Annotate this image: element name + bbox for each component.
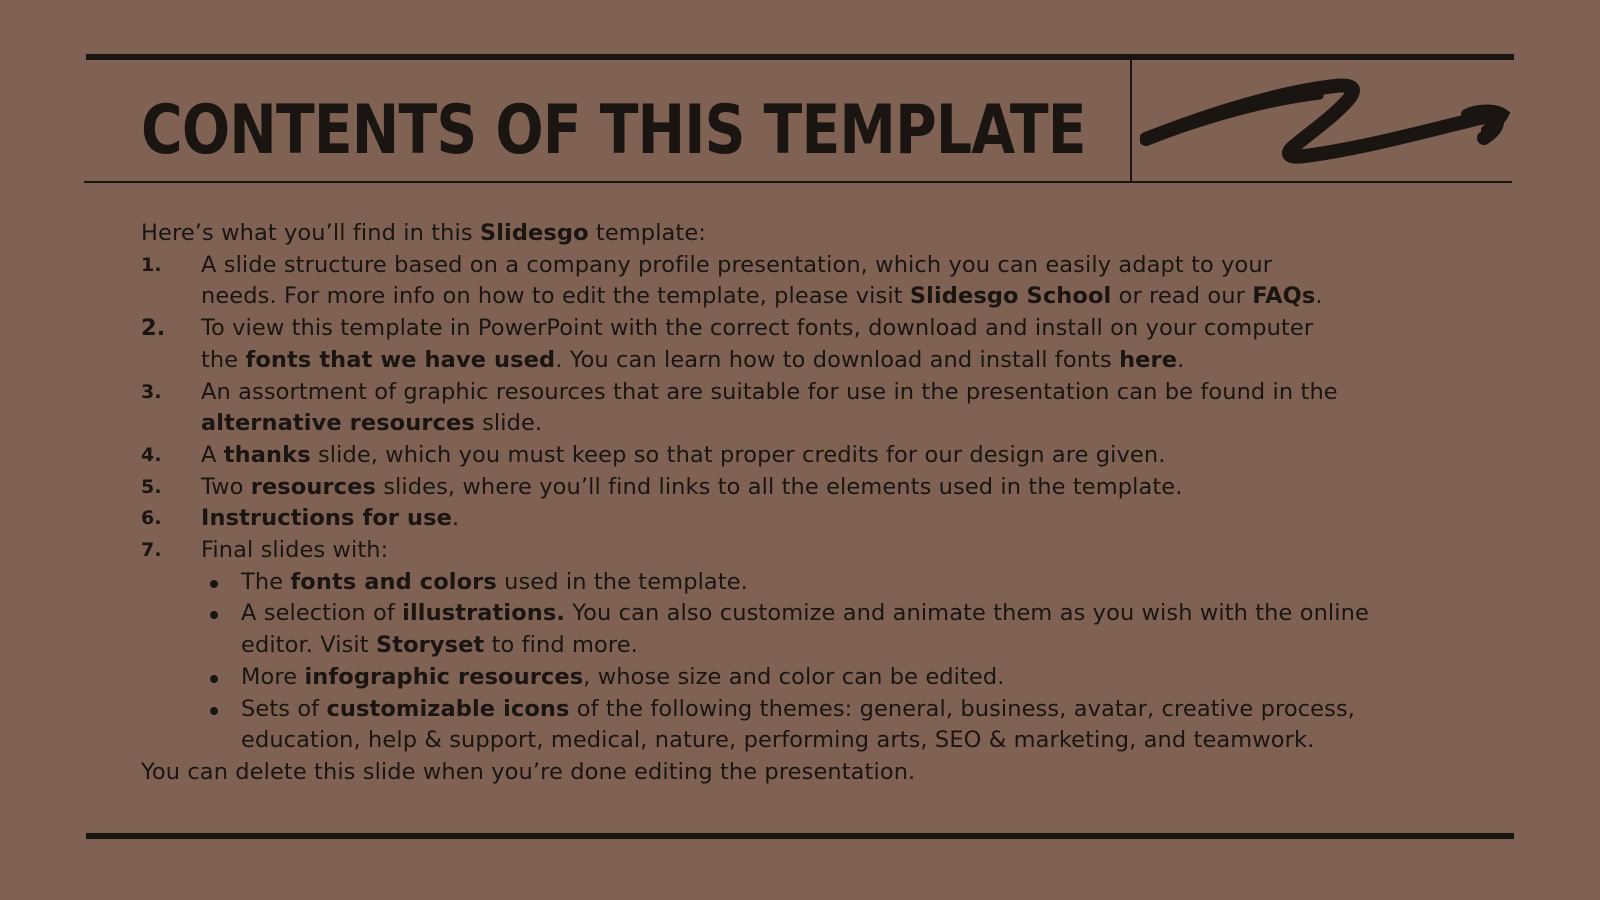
item-number: 7.	[141, 539, 162, 562]
slide-title: CONTENTS OF THIS TEMPLATE	[141, 91, 1086, 170]
item-number: 1.	[141, 253, 162, 276]
header-divider	[1130, 60, 1132, 183]
contents-body	[141, 218, 1471, 789]
list-item: 6. Instructions for use.	[141, 503, 1471, 535]
here-link[interactable]: here	[1119, 346, 1178, 373]
contents-list	[141, 250, 1471, 757]
top-rule	[86, 54, 1514, 60]
bullet-item: More infographic resources, whose size and color can be edited.	[201, 662, 1471, 694]
resources-link[interactable]: resources	[250, 473, 376, 500]
list-item: 7. Final slides with: The fonts and colors used in the template. A selection of illustrations. You can also customize and animate them as you wish with the online editor. Visit Storyset to find more. More infographic resources, whose size and color can be edited. Sets of customizable icons of the following themes: general, business, avatar, creative process, education, help & support, medical, nature, performing arts, SEO & marketing, and teamwork.	[141, 535, 1471, 757]
bullet-dot	[210, 580, 218, 588]
bullet-item: Sets of customizable icons of the following themes: general, business, avatar, creative process, education, help & support, medical, nature, performing arts, SEO & marketing, and teamwork.	[201, 694, 1471, 757]
item-number: 3.	[141, 380, 162, 403]
bullet-item: A selection of illustrations. You can also customize and animate them as you wish with the online editor. Visit Storyset to find more.	[201, 598, 1471, 661]
brush-scribble-icon	[1140, 68, 1520, 172]
slidesgo-link[interactable]: Slidesgo	[479, 220, 589, 246]
faqs-link[interactable]: FAQs	[1252, 283, 1316, 310]
item-number: 6.	[141, 507, 162, 530]
item-number: 2.	[141, 315, 166, 342]
bullet-dot	[210, 707, 218, 715]
header-underline	[84, 181, 1512, 183]
item-number: 5.	[141, 475, 162, 498]
instructions-link[interactable]: Instructions for use	[201, 505, 453, 532]
list-item: 4. A thanks slide, which you must keep so that proper credits for our design are given.	[141, 440, 1471, 472]
list-item: 1. A slide structure based on a company profile presentation, which you can easily adapt to your needs. For more info on how to edit the template, please visit Slidesgo School or read our FAQs.	[141, 251, 1323, 310]
bullet-item: The fonts and colors used in the template.	[201, 567, 1471, 599]
final-slides-list	[201, 567, 1471, 757]
closing-text: You can delete this slide when you’re done editing the presentation.	[141, 758, 916, 785]
list-item: 3. An assortment of graphic resources that are suitable for use in the presentation can be found in the alternative resources slide.	[141, 378, 1338, 437]
intro-text: Here’s what you’ll find in this Slidesgo template:	[141, 220, 706, 246]
bottom-rule	[86, 833, 1514, 839]
slidesgo-school-link[interactable]: Slidesgo School	[909, 283, 1112, 310]
item-number: 4.	[141, 443, 162, 466]
bullet-dot	[210, 675, 218, 683]
thanks-link[interactable]: thanks	[223, 441, 311, 468]
list-item: 5. Two resources slides, where you’ll find links to all the elements used in the template.	[141, 472, 1471, 504]
fonts-used-link[interactable]: fonts that we have used	[245, 346, 556, 373]
list-item: 2. To view this template in PowerPoint with the correct fonts, download and install on your computer the fonts that we have used. You can learn how to download and install fonts here.	[141, 315, 1314, 373]
storyset-link[interactable]: Storyset	[375, 632, 485, 659]
bullet-dot	[210, 611, 218, 619]
alternative-resources-link[interactable]: alternative resources	[201, 410, 475, 437]
